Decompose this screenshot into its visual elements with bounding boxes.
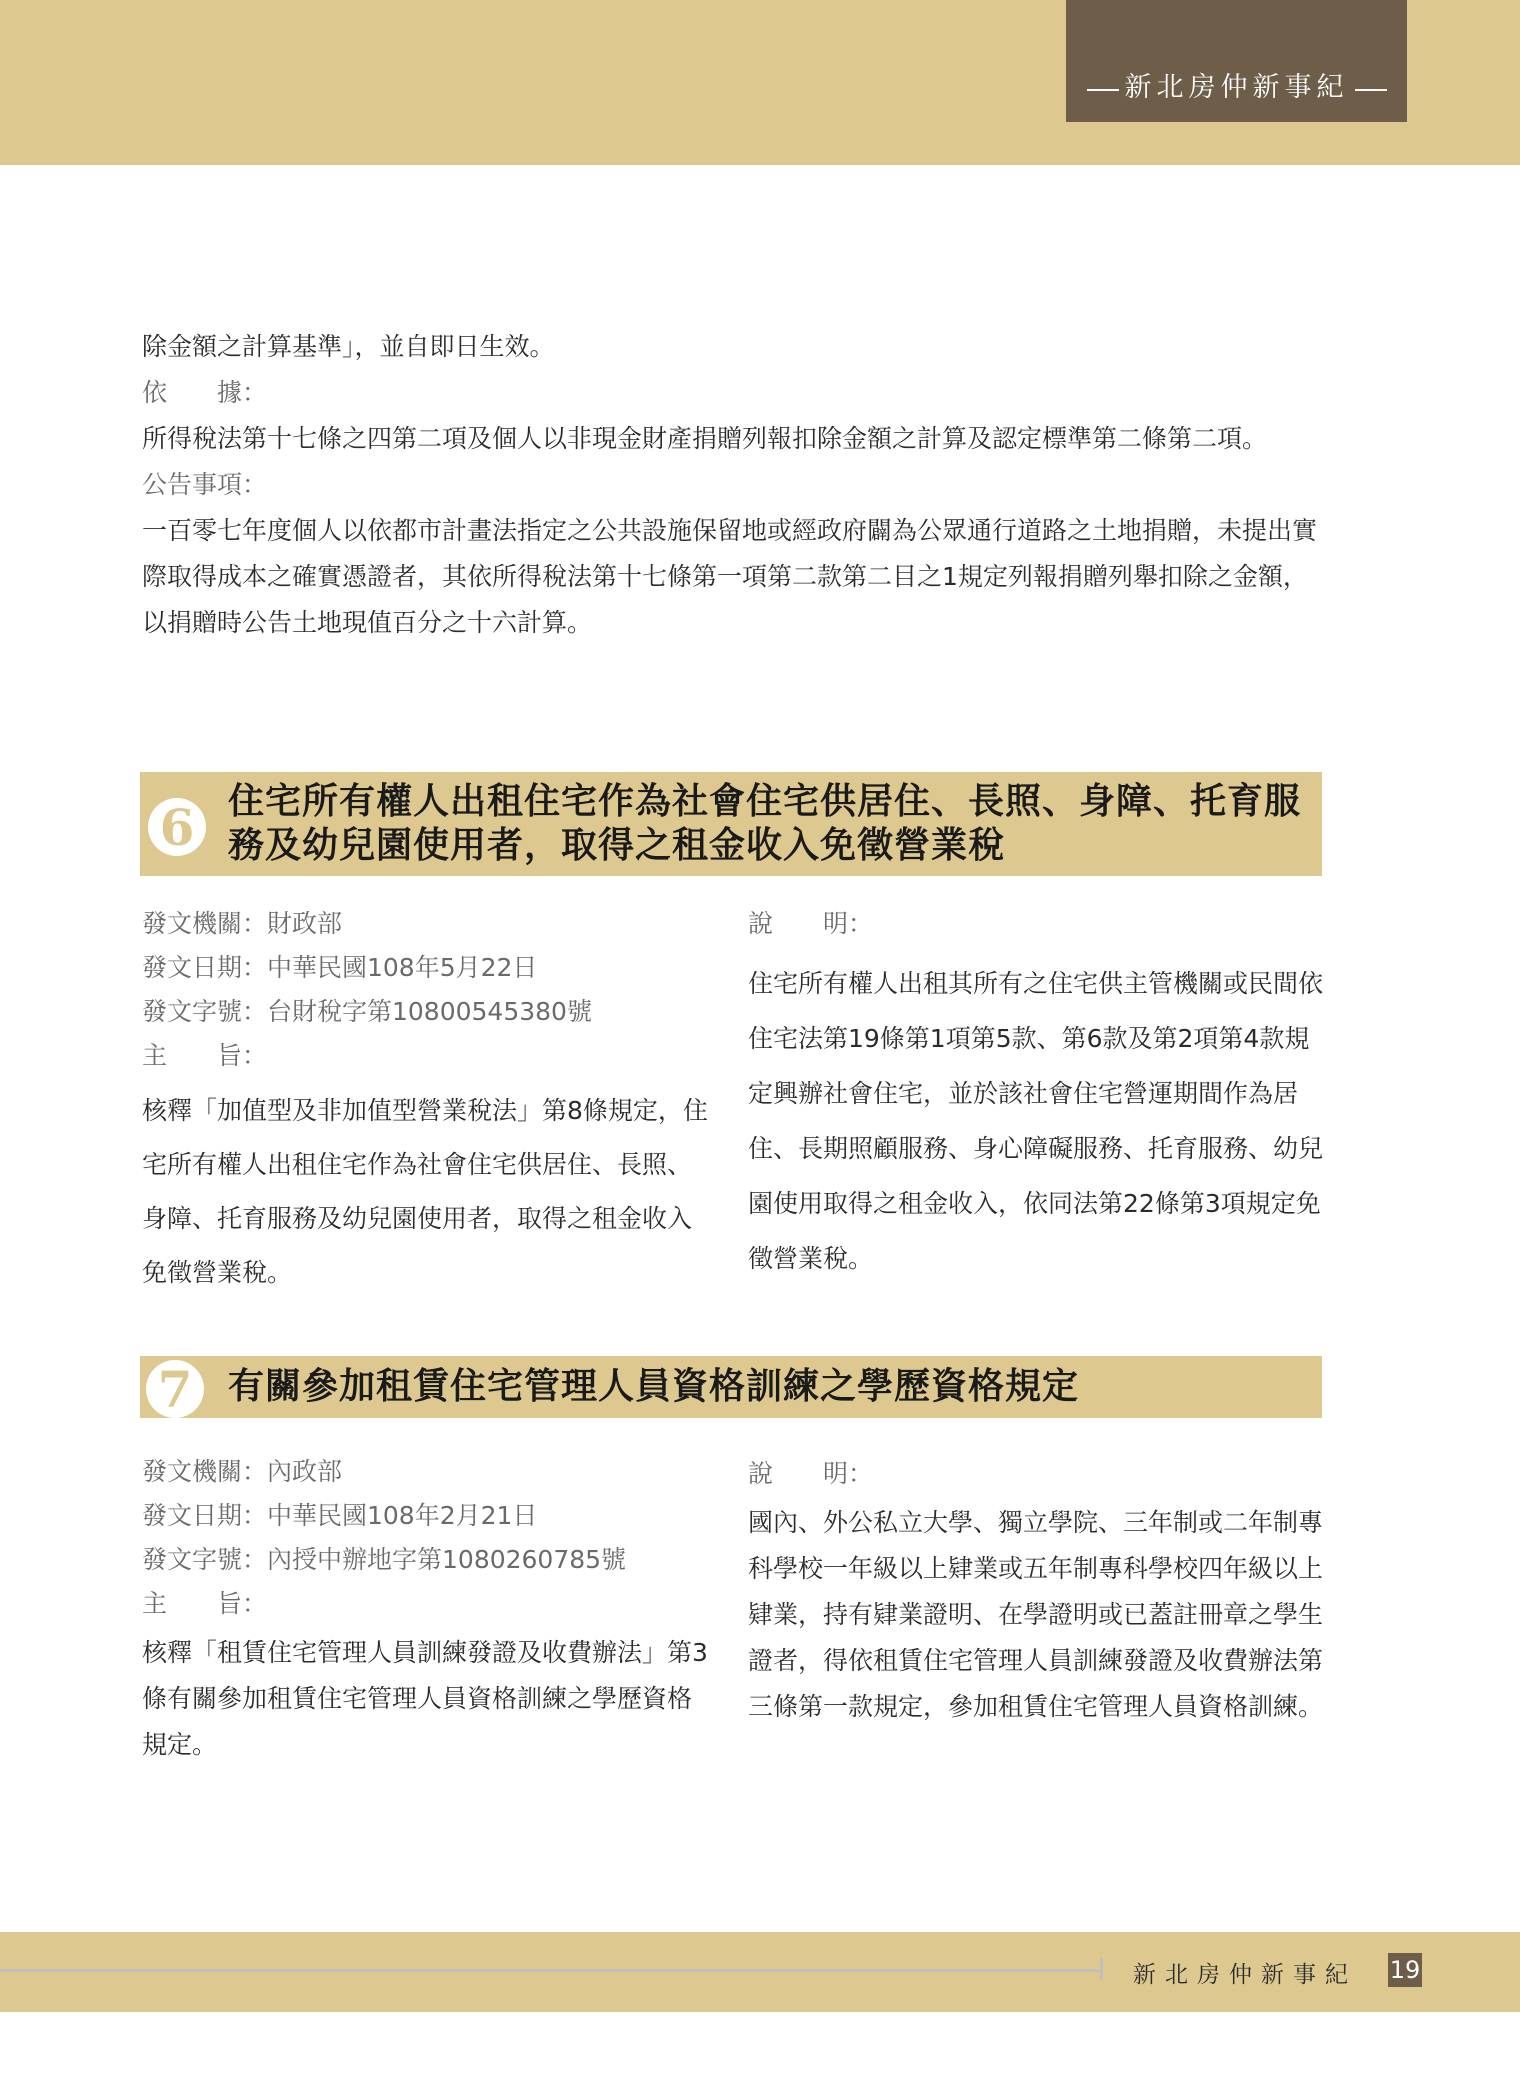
section-6-left-column bbox=[142, 902, 712, 1300]
section-7-right-column bbox=[748, 1452, 1328, 1730]
header-dash-right bbox=[1355, 89, 1387, 91]
section-7-left-column bbox=[142, 1450, 712, 1768]
section-7-header bbox=[140, 1356, 1322, 1418]
section-6-header bbox=[140, 772, 1322, 876]
footer-rule bbox=[0, 1969, 1100, 1972]
subject-label: 主 旨： bbox=[142, 1589, 268, 1618]
intro-block bbox=[142, 324, 1322, 646]
subject-text: 核釋「租賃住宅管理人員訓練發證及收費辦法」第3條有關參加租賃住宅管理人員資格訓練之學歷資格規定。 bbox=[142, 1638, 708, 1759]
explanation-text: 國內、外公私立大學、獨立學院、三年制或二年制專科學校一年級以上肄業或五年制專科學校四年級以上肄業，持有肄業證明、在學證明或已蓋註冊章之學生證者，得依租賃住宅管理人員訓練發證及收費辦法第三條第一款規定，參加租賃住宅管理人員資格訓練。 bbox=[748, 1508, 1324, 1721]
explanation-text: 住宅所有權人出租其所有之住宅供主管機關或民間依住宅法第19條第1項第5款、第6款及第2項第4款規定興辦社會住宅，並於該社會住宅營運期間作為居住、長期照顧服務、身心障礙服務、托育服務、幼兒園使用取得之租金收入，依同法第22條第3項規定免徵營業稅。 bbox=[748, 969, 1324, 1273]
basis-text: 所得稅法第十七條之四第二項及個人以非現金財產捐贈列報扣除金額之計算及認定標準第二條第二項。 bbox=[142, 424, 1268, 453]
notice-label: 公告事項： bbox=[142, 470, 268, 499]
footer-rule-tick bbox=[1100, 1958, 1103, 1980]
section-number-badge: 6 bbox=[148, 798, 206, 856]
section-7-title: 有關參加租賃住宅管理人員資格訓練之學歷資格規定 bbox=[228, 1366, 1080, 1407]
section-6-title: 住宅所有權人出租住宅作為社會住宅供居住、長照、身障、托育服務及幼兒園使用者，取得之租金收入免徵營業稅 bbox=[228, 781, 1302, 866]
document-number: 發文字號：內授中辦地字第1080260785號 bbox=[142, 1545, 627, 1574]
header-brand: 新北房仲新事紀 bbox=[1124, 72, 1349, 103]
header-dash-left bbox=[1087, 89, 1119, 91]
subject-label: 主 旨： bbox=[142, 1041, 268, 1070]
intro-line: 除金額之計算基準」，並自即日生效。 bbox=[142, 332, 555, 361]
issue-date: 發文日期：中華民國108年5月22日 bbox=[142, 953, 538, 982]
page-number: 19 bbox=[1388, 1953, 1422, 1987]
explanation-label: 說 明： bbox=[748, 1459, 874, 1488]
basis-label: 依 據： bbox=[142, 378, 268, 407]
notice-text: 一百零七年度個人以依都市計畫法指定之公共設施保留地或經政府闢為公眾通行道路之土地捐贈，未提出實際取得成本之確實憑證者，其依所得稅法第十七條第一項第二款第二目之1規定列報捐贈列舉扣除之金額，以捐贈時公告土地現值百分之十六計算。 bbox=[142, 516, 1318, 637]
header-brand-tab bbox=[1066, 0, 1407, 122]
section-number-badge: 7 bbox=[146, 1360, 204, 1418]
issuer: 發文機關：財政部 bbox=[142, 909, 343, 938]
section-6-right-column bbox=[748, 902, 1328, 1286]
footer-brand: 新北房仲新事紀 bbox=[1133, 1962, 1357, 1988]
issuer: 發文機關：內政部 bbox=[142, 1457, 343, 1486]
explanation-label: 說 明： bbox=[748, 909, 874, 938]
document-number: 發文字號：台財稅字第10800545380號 bbox=[142, 997, 592, 1026]
subject-text: 核釋「加值型及非加值型營業稅法」第8條規定，住宅所有權人出租住宅作為社會住宅供居住、長照、身障、托育服務及幼兒園使用者，取得之租金收入免徵營業稅。 bbox=[142, 1096, 708, 1287]
issue-date: 發文日期：中華民國108年2月21日 bbox=[142, 1501, 538, 1530]
